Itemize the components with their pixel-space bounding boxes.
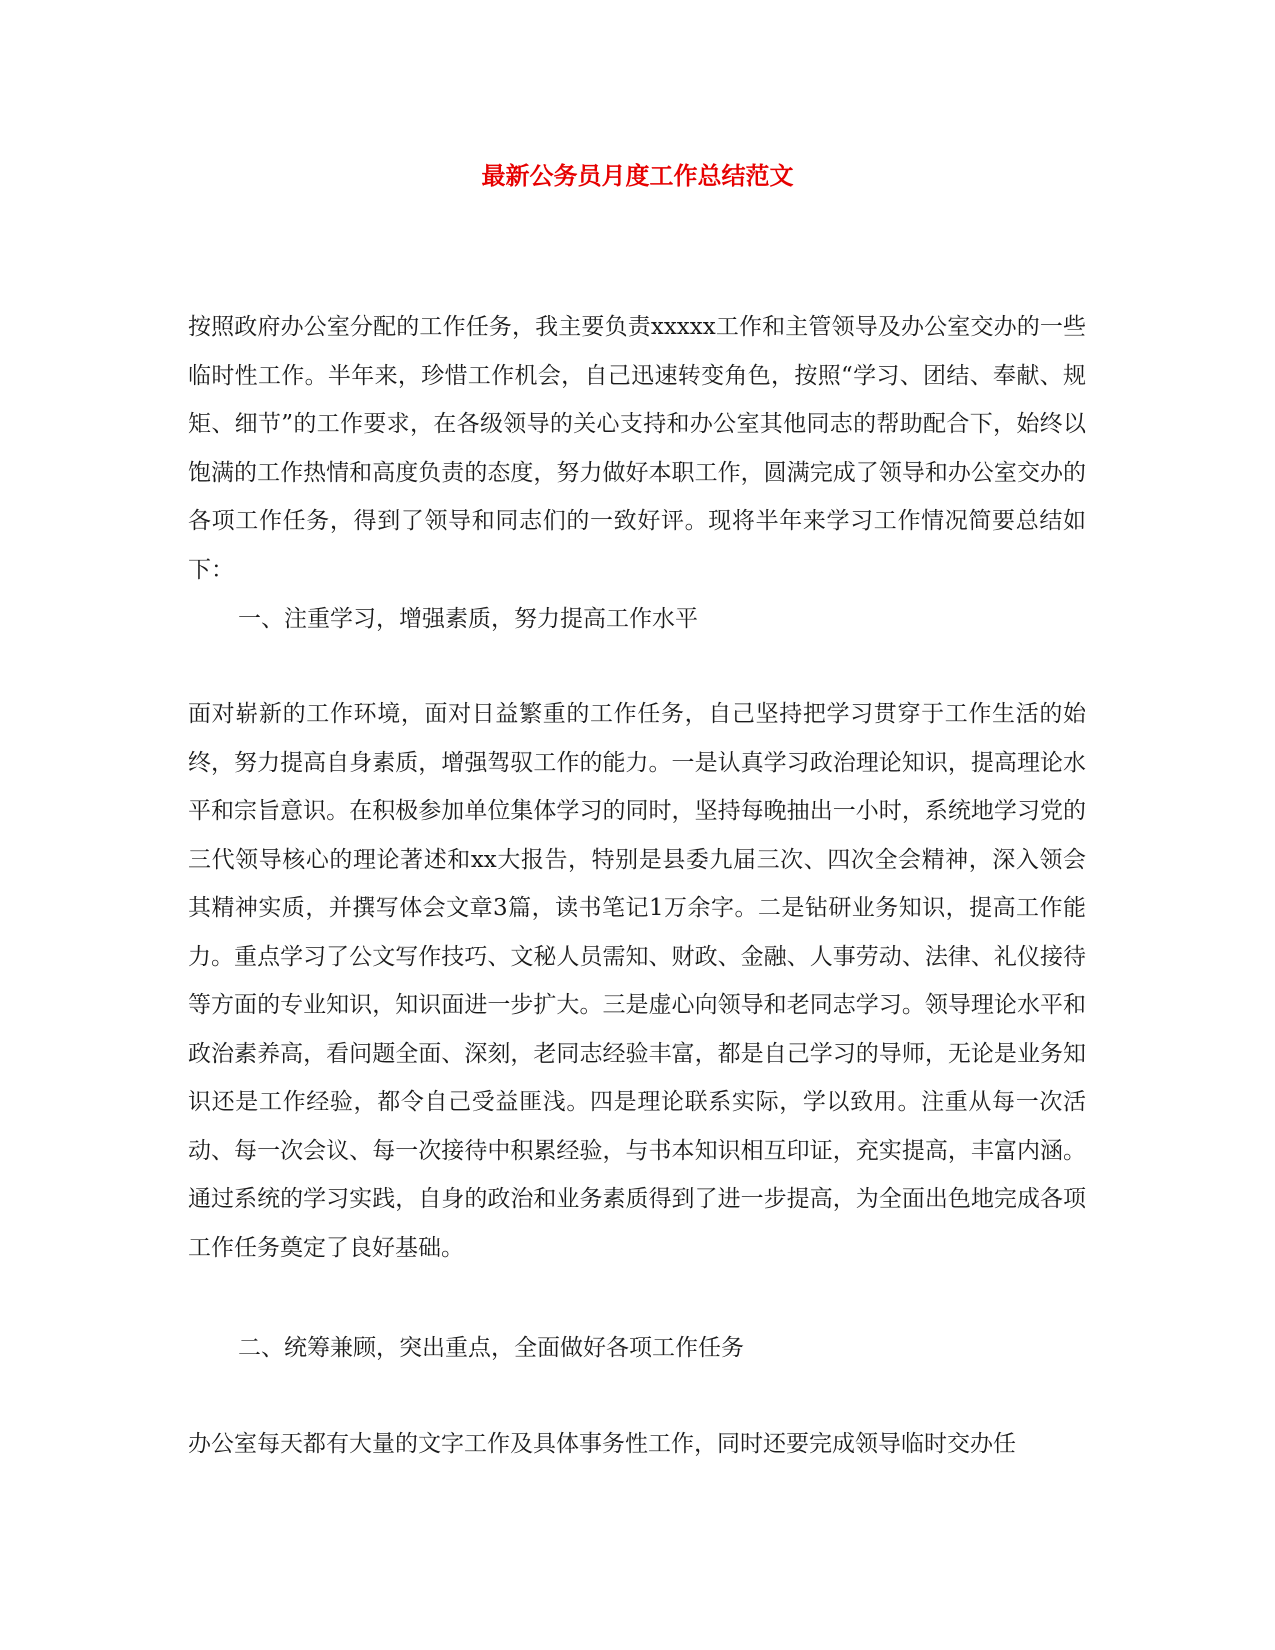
paragraph-study: 面对崭新的工作环境，面对日益繁重的工作任务，自己坚持把学习贯穿于工作生活的始终，努力提高自身素质，增强驾驭工作的能力。一是认真学习政治理论知识，提高理论水平和宗旨意识。在积极参加单位集体学习的同时，坚持每晚抽出一小时，系统地学习党的三代领导核心的理论著述和xx大报告，特别是县委九届三次、四次全会精神，深入领会其精神实质，并撰写体会文章3篇，读书笔记1万余字。二是钻研业务知识，提高工作能力。重点学习了公文写作技巧、文秘人员需知、财政、金融、人事劳动、法律、礼仪接待等方面的专业知识，知识面进一步扩大。三是虚心向领导和老同志学习。领导理论水平和政治素养高，看问题全面、深刻，老同志经验丰富，都是自己学习的导师，无论是业务知识还是工作经验，都令自己受益匪浅。四是理论联系实际，学以致用。注重从每一次活动、每一次会议、每一次接待中积累经验，与书本知识相互印证，充实提高，丰富内涵。通过系统的学习实践，自身的政治和业务素质得到了进一步提高，为全面出色地完成各项工作任务奠定了良好基础。 [188, 701, 1086, 1261]
document-title: 最新公务员月度工作总结范文 [481, 162, 794, 190]
section-heading-2: 二、统筹兼顾，突出重点，全面做好各项工作任务 [238, 1335, 744, 1361]
section-heading-1: 一、注重学习，增强素质，努力提高工作水平 [238, 606, 698, 632]
paragraph-work: 办公室每天都有大量的文字工作及具体事务性工作，同时还要完成领导临时交办任 [188, 1431, 1016, 1457]
paragraph-intro: 按照政府办公室分配的工作任务，我主要负责xxxxx工作和主管领导及办公室交办的一些临时性工作。半年来，珍惜工作机会，自己迅速转变角色，按照“学习、团结、奉献、规矩、细节”的工作要求，在各级领导的关心支持和办公室其他同志的帮助配合下，始终以饱满的工作热情和高度负责的态度，努力做好本职工作，圆满完成了领导和办公室交办的各项工作任务，得到了领导和同志们的一致好评。现将半年来学习工作情况简要总结如下： [188, 314, 1086, 583]
